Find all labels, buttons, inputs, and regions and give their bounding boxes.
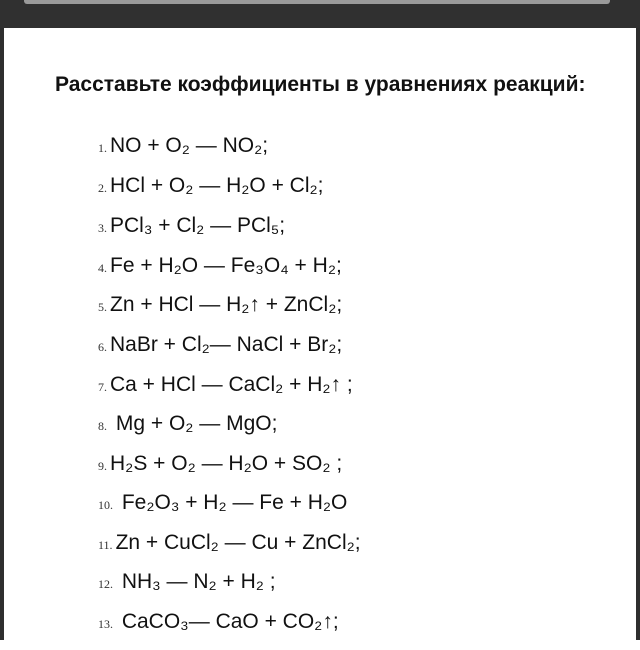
equation-number: 4. xyxy=(98,261,107,275)
equation-item xyxy=(98,333,342,373)
equation-formula: NaBr + Cl₂— NaCl + Br₂; xyxy=(110,333,343,356)
equation-item xyxy=(98,452,342,492)
equation-formula: H₂S + O₂ — H₂O + SO₂ ; xyxy=(110,452,343,475)
right-frame-edge xyxy=(636,28,640,640)
equation-formula: Fe + H₂O — Fe₃O₄ + H₂; xyxy=(110,254,342,277)
equation-item xyxy=(98,610,339,650)
equation-number: 7. xyxy=(98,380,107,394)
equation-formula: NO + O₂ — NO₂; xyxy=(110,134,269,157)
equation-formula: Mg + O₂ — MgO; xyxy=(110,412,278,435)
equation-number: 13. xyxy=(98,617,113,631)
equation-item xyxy=(98,174,324,214)
equation-formula: CaCO₃— CaO + CO₂↑; xyxy=(116,610,339,633)
equation-item xyxy=(98,254,342,294)
equation-number: 5. xyxy=(98,300,107,314)
equation-item xyxy=(98,491,347,531)
equation-item xyxy=(98,293,342,333)
equation-item xyxy=(98,412,277,452)
equation-formula: NH₃ — N₂ + H₂ ; xyxy=(116,570,276,593)
equation-item xyxy=(98,134,268,174)
equation-formula: PCl₃ + Cl₂ — PCl₅; xyxy=(110,214,286,237)
equation-item xyxy=(98,570,276,610)
top-strip xyxy=(24,0,610,4)
equation-number: 1. xyxy=(98,141,107,155)
equation-number: 9. xyxy=(98,459,107,473)
equation-number: 12. xyxy=(98,577,113,591)
equation-formula: Ca + HCl — CaCl₂ + H₂↑ ; xyxy=(110,373,353,396)
equation-formula: Fe₂O₃ + H₂ — Fe + H₂O xyxy=(116,491,348,514)
equation-number: 11. xyxy=(98,538,113,552)
left-frame-edge xyxy=(0,28,4,640)
equation-number: 3. xyxy=(98,221,107,235)
equation-item xyxy=(98,531,361,571)
equation-number: 10. xyxy=(98,498,113,512)
equation-formula: Zn + CuCl₂ — Cu + ZnCl₂; xyxy=(115,531,361,554)
equation-number: 8. xyxy=(98,419,107,433)
page-title: Расставьте коэффициенты в уравнениях реакций: xyxy=(55,73,586,96)
equation-number: 6. xyxy=(98,340,107,354)
equation-formula: HCl + O₂ — H₂O + Cl₂; xyxy=(110,174,324,197)
equation-formula: Zn + HCl — H₂↑ + ZnCl₂; xyxy=(110,293,343,316)
equation-number: 2. xyxy=(98,181,107,195)
window-top-bar xyxy=(0,0,640,28)
equation-item xyxy=(98,373,353,413)
equation-item xyxy=(98,214,285,254)
